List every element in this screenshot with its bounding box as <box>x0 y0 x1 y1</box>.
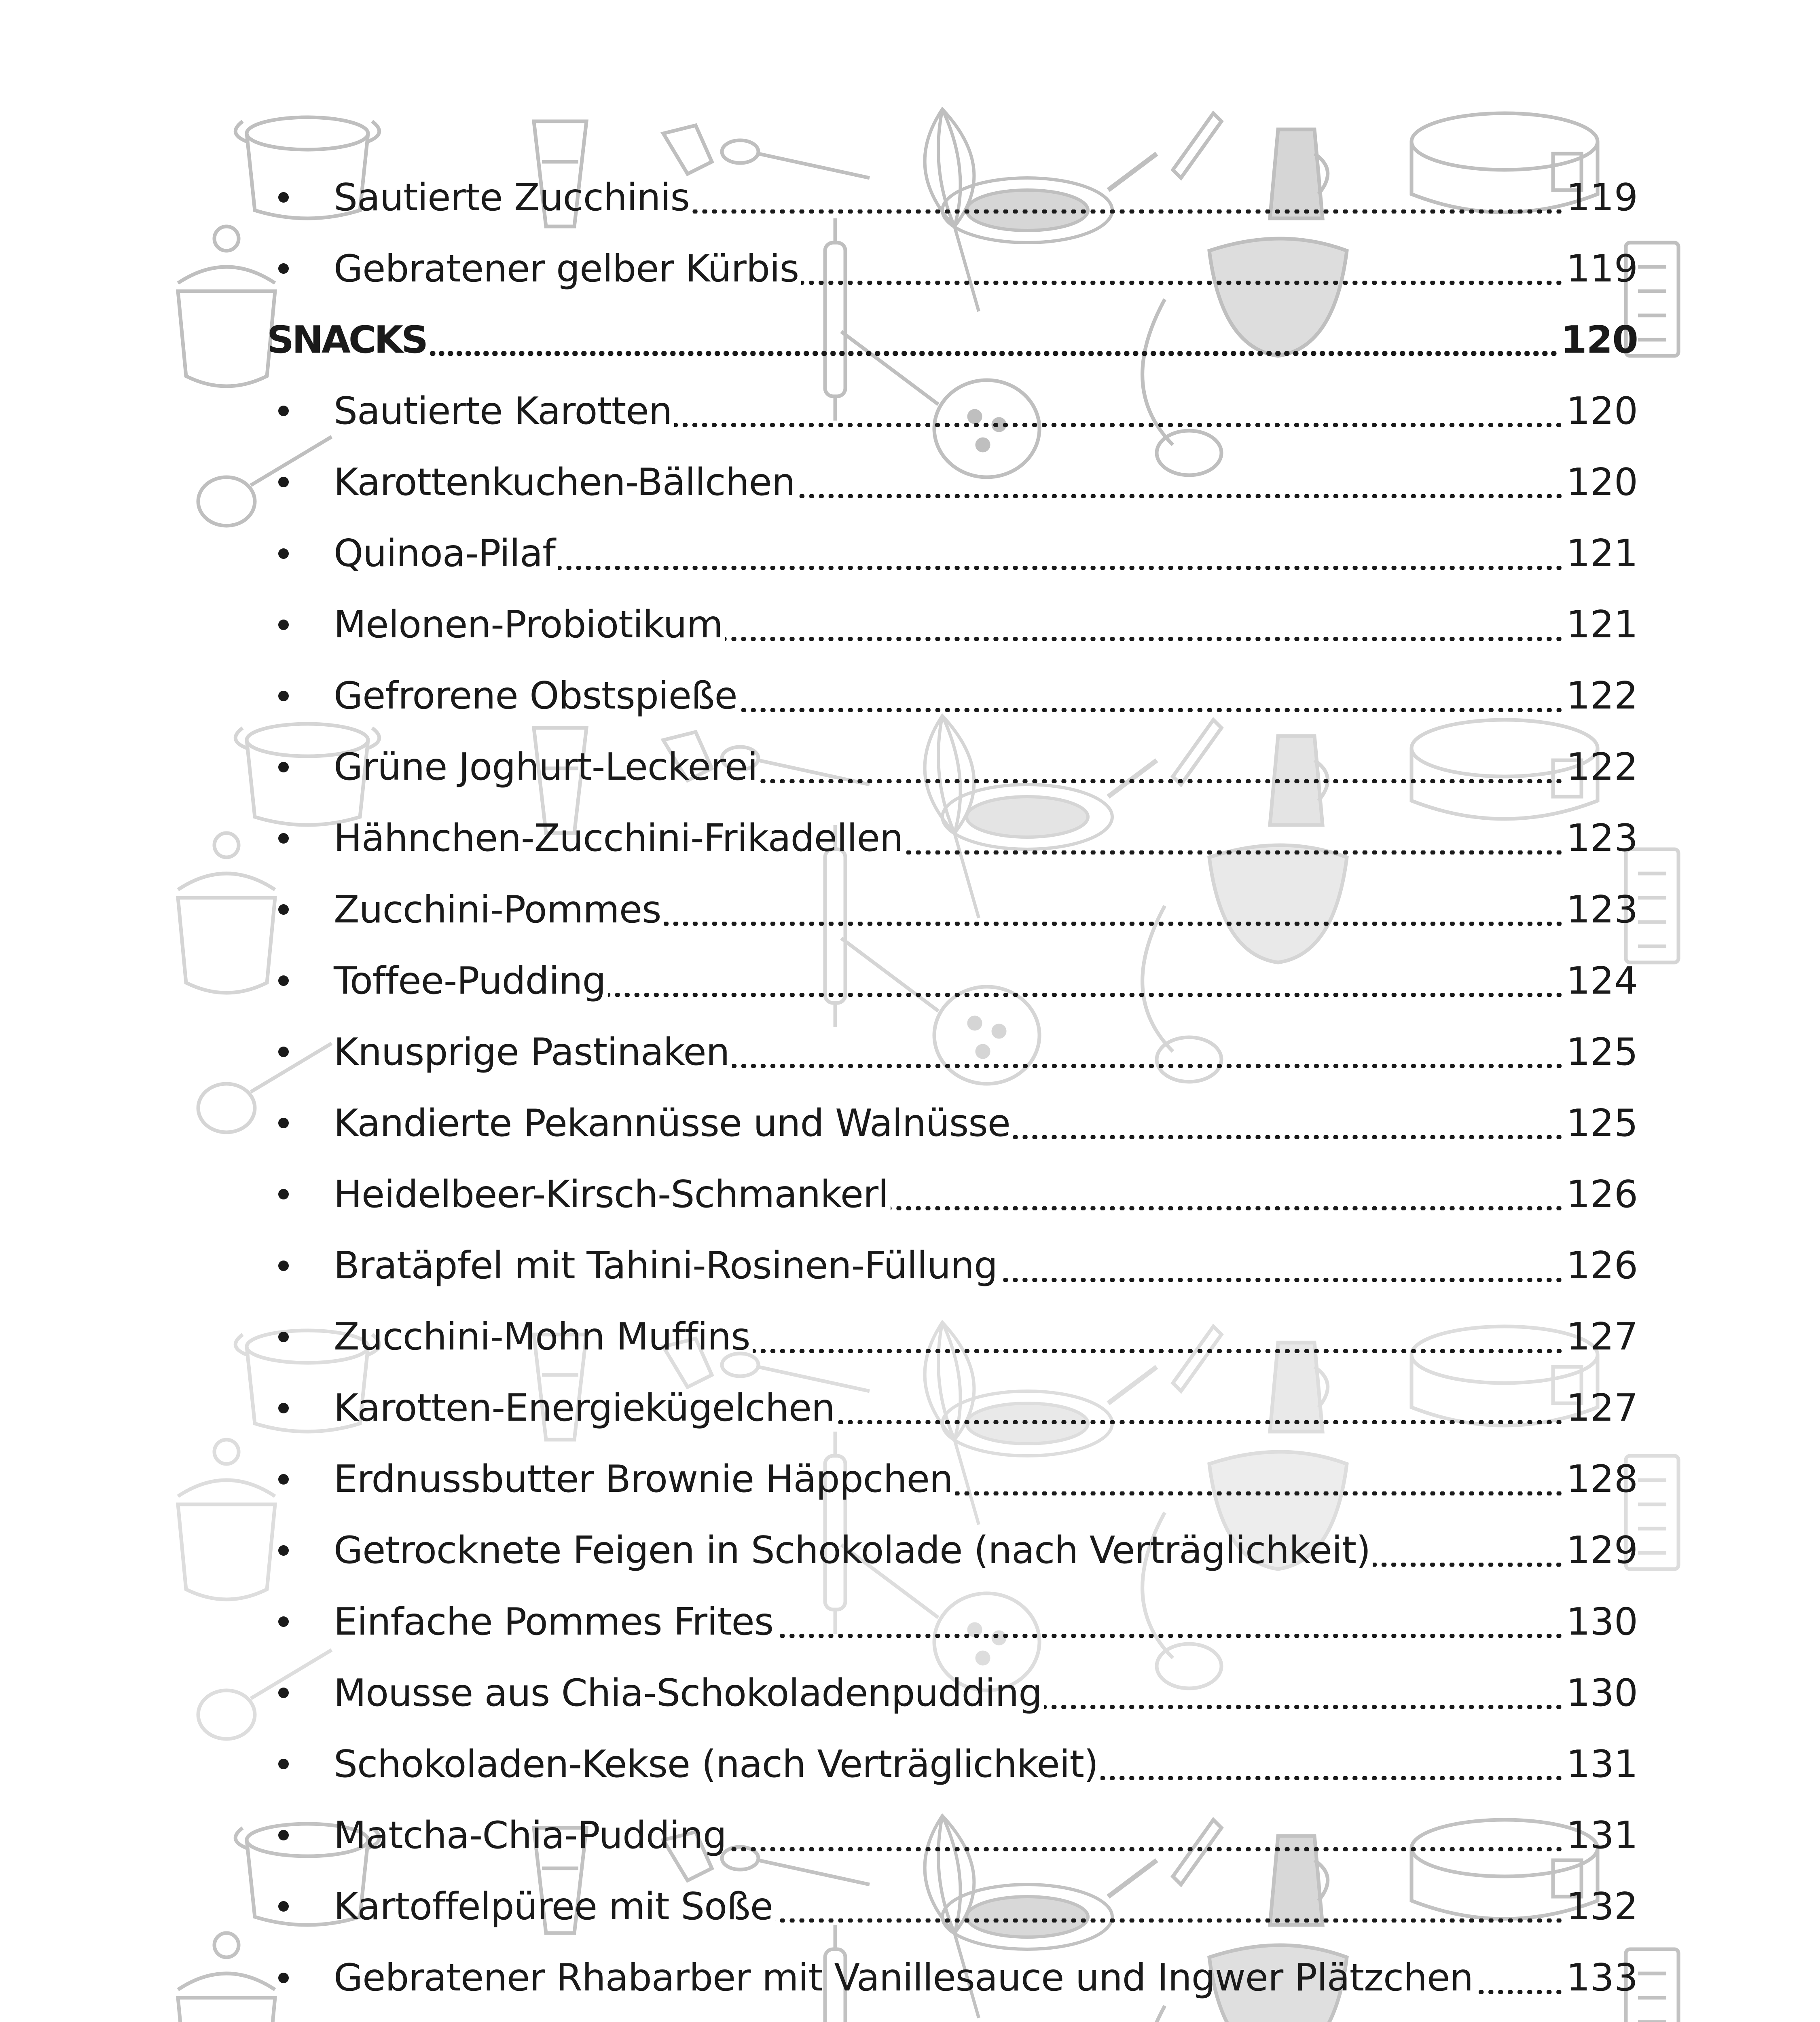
dot-leader <box>1100 1776 1564 1780</box>
bullet-icon <box>267 1189 334 1199</box>
toc-entry-page-number: 127 <box>1566 1386 1638 1430</box>
toc-entry-page-number: 129 <box>1566 1528 1638 1572</box>
dot-leader <box>664 922 1564 926</box>
toc-entry-title: Quinoa-Pilaf <box>334 531 555 575</box>
dot-leader <box>429 351 1558 356</box>
toc-entry-page-number: 126 <box>1566 1172 1638 1216</box>
toc-entry-page-number: 130 <box>1566 1671 1638 1715</box>
dot-leader <box>1044 1705 1564 1709</box>
toc-entry[interactable] <box>267 732 1638 803</box>
toc-entry[interactable] <box>267 233 1638 304</box>
toc-entry[interactable] <box>267 1373 1638 1444</box>
bullet-icon <box>267 1545 334 1556</box>
bullet-icon <box>267 192 334 203</box>
bullet-icon <box>267 1474 334 1485</box>
toc-entry-page-number: 123 <box>1566 816 1638 860</box>
bullet-icon <box>267 1118 334 1128</box>
bullet-icon <box>267 833 334 844</box>
toc-entry-title: Grüne Joghurt-Leckerei <box>334 745 758 789</box>
bullet-icon <box>267 975 334 986</box>
toc-entry-page-number: 121 <box>1566 603 1638 647</box>
bullet-icon <box>267 1830 334 1840</box>
toc-entry[interactable] <box>267 162 1638 233</box>
toc-entry-page-number: 131 <box>1566 1813 1638 1857</box>
toc-entry[interactable] <box>267 1301 1638 1373</box>
toc-entry-page-number: 120 <box>1560 317 1638 362</box>
toc-entry-title: Heidelbeer-Kirsch-Schmankerl <box>334 1172 888 1216</box>
bullet-icon <box>267 548 334 559</box>
toc-entry-page-number: 127 <box>1566 1315 1638 1359</box>
toc-entry-title: Sautierte Karotten <box>334 389 672 433</box>
toc-entry[interactable] <box>267 1444 1638 1515</box>
toc-entry[interactable] <box>267 589 1638 660</box>
dot-leader <box>955 1491 1564 1495</box>
dot-leader <box>776 1634 1564 1638</box>
toc-entry-page-number: 130 <box>1566 1599 1638 1643</box>
dot-leader <box>801 281 1564 285</box>
dot-leader <box>1373 1563 1564 1567</box>
toc-entry-page-number: 126 <box>1566 1244 1638 1287</box>
toc-entry-page-number: 122 <box>1566 674 1638 718</box>
toc-entry[interactable] <box>267 1230 1638 1301</box>
dot-leader <box>729 1847 1564 1851</box>
toc-entry[interactable] <box>267 945 1638 1016</box>
bullet-icon <box>267 1616 334 1627</box>
toc-entry[interactable] <box>267 803 1638 874</box>
toc-entry-page-number: 133 <box>1566 1956 1638 1999</box>
toc-entry-title: Knusprige Pastinaken <box>334 1030 730 1074</box>
toc-entry-title: Zucchini-Pommes <box>334 887 661 931</box>
toc-entry-title: Karottenkuchen-Bällchen <box>334 460 795 504</box>
bullet-icon <box>267 1261 334 1271</box>
toc-entry[interactable] <box>267 375 1638 446</box>
toc-entry[interactable] <box>267 1016 1638 1087</box>
toc-entry-page-number: 124 <box>1566 958 1638 1003</box>
toc-entry[interactable] <box>267 1871 1638 1942</box>
toc-entry-page-number: 119 <box>1566 175 1638 219</box>
toc-entry[interactable] <box>267 1515 1638 1586</box>
bullet-icon <box>267 1403 334 1413</box>
dot-leader <box>798 494 1564 498</box>
toc-entry-title: Kartoffelpüree mit Soße <box>334 1884 773 1928</box>
bullet-icon <box>267 1047 334 1057</box>
toc-entry-title: Mousse aus Chia-Schokoladenpudding <box>334 1671 1042 1715</box>
toc-entry[interactable] <box>267 1657 1638 1728</box>
toc-entry-page-number: 123 <box>1566 887 1638 931</box>
dot-leader <box>674 423 1564 427</box>
dot-leader <box>775 1918 1564 1923</box>
dot-leader <box>1013 1135 1564 1139</box>
bullet-icon <box>267 1973 334 1983</box>
bullet-icon <box>267 620 334 630</box>
bullet-icon <box>267 1688 334 1698</box>
toc-entry-page-number: 121 <box>1566 531 1638 575</box>
toc-entry[interactable] <box>267 446 1638 518</box>
dot-leader <box>608 993 1564 997</box>
toc-entry-title: Toffee-Pudding <box>334 958 606 1003</box>
toc-entry-page-number: 132 <box>1566 1884 1638 1928</box>
bullet-icon <box>267 1332 334 1342</box>
toc-entry-page-number: 128 <box>1566 1457 1638 1501</box>
toc-entry-title: Matcha-Chia-Pudding <box>334 1813 726 1857</box>
bullet-icon <box>267 691 334 701</box>
toc-entry-title: Gefrorene Obstspieße <box>334 674 737 718</box>
toc-entry-page-number: 131 <box>1566 1742 1638 1786</box>
toc-entry-page-number: 119 <box>1566 246 1638 290</box>
toc-entry-title: Gebratener gelber Kürbis <box>334 246 799 290</box>
toc-entry[interactable] <box>267 660 1638 732</box>
bullet-icon <box>267 406 334 416</box>
toc-entry-page-number: 120 <box>1566 389 1638 433</box>
toc-entry-title: Kandierte Pekannüsse und Walnüsse <box>334 1101 1010 1145</box>
toc-entry-title: Karotten-Energiekügelchen <box>334 1386 835 1430</box>
bullet-icon <box>267 1901 334 1912</box>
toc-entry[interactable] <box>267 1586 1638 1657</box>
toc-entry-title: Erdnussbutter Brownie Häppchen <box>334 1457 953 1501</box>
dot-leader <box>753 1349 1564 1353</box>
toc-entry[interactable] <box>267 1159 1638 1230</box>
dot-leader <box>725 637 1564 641</box>
dot-leader <box>906 850 1564 854</box>
toc-entry-title: Sautierte Zucchinis <box>334 175 690 219</box>
toc-entry-title: Melonen-Probiotikum <box>334 603 723 647</box>
toc-entry-title: Hähnchen-Zucchini-Frikadellen <box>334 816 903 860</box>
toc-entry-title: Gebratener Rhabarber mit Vanillesauce und Ingwer Plätzchen <box>334 1956 1473 1999</box>
toc-entry-title: Zucchini-Mohn Muffins <box>334 1315 750 1359</box>
dot-leader <box>1000 1278 1564 1282</box>
bullet-icon <box>267 762 334 772</box>
dot-leader <box>1475 1990 1564 1994</box>
bullet-icon <box>267 904 334 915</box>
bullet-icon <box>267 263 334 274</box>
toc-entry[interactable] <box>267 1087 1638 1159</box>
dot-leader <box>692 209 1564 214</box>
toc-entry[interactable] <box>267 1942 1638 2014</box>
dot-leader <box>760 779 1564 783</box>
dot-leader <box>740 708 1564 712</box>
dot-leader <box>732 1064 1564 1068</box>
toc-entry-title: Bratäpfel mit Tahini-Rosinen-Füllung <box>334 1244 998 1287</box>
toc-entry-page-number: 125 <box>1566 1101 1638 1145</box>
toc-section-entry[interactable] <box>267 304 1638 375</box>
toc-entry[interactable] <box>267 874 1638 945</box>
toc-entry-title: SNACKS <box>267 317 427 362</box>
bullet-icon <box>267 477 334 487</box>
toc-entry-title: Getrocknete Feigen in Schokolade (nach Verträglichkeit) <box>334 1528 1371 1572</box>
toc-entry-page-number: 120 <box>1566 460 1638 504</box>
toc-entry-title: Einfache Pommes Frites <box>334 1599 774 1643</box>
dot-leader <box>837 1420 1564 1424</box>
dot-leader <box>558 566 1564 570</box>
toc-entry[interactable] <box>267 1728 1638 1800</box>
bullet-icon <box>267 1759 334 1769</box>
dot-leader <box>891 1206 1564 1210</box>
toc-entry-title: Schokoladen-Kekse (nach Verträglichkeit) <box>334 1742 1098 1786</box>
toc-entry-page-number: 122 <box>1566 745 1638 789</box>
toc-entry-page-number: 125 <box>1566 1030 1638 1074</box>
toc-entry[interactable] <box>267 518 1638 589</box>
toc-entry[interactable] <box>267 1800 1638 1871</box>
